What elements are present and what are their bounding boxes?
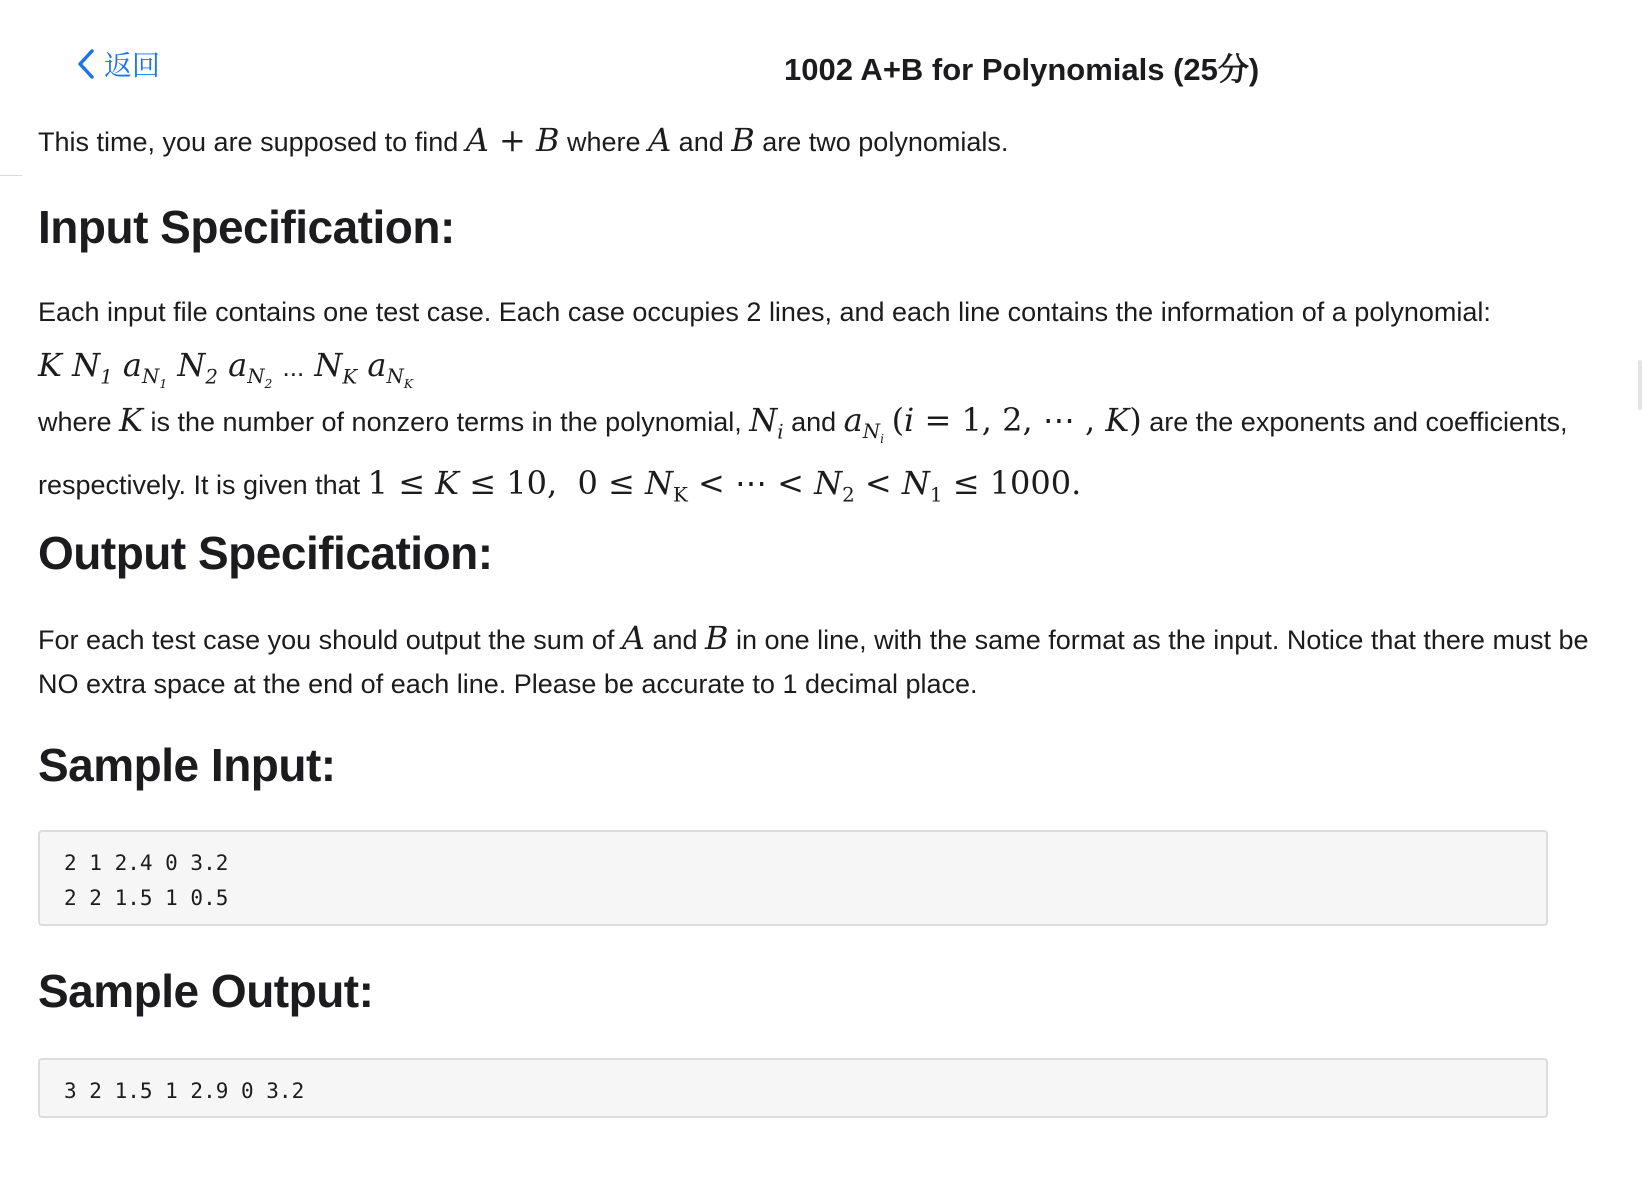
input-spec-heading: Input Specification: [38,201,455,253]
back-label: 返回 [104,50,161,81]
input-format-formula: K $N_1$ $a_{N_1}$ $N_2$ $a_{N_2}$ ... $N_K$ $a_{N_K}$ [38,346,414,392]
page-title: 1002 A+B for Polynomials (25分) [784,52,1260,87]
input-spec-text: Each input file contains one test case. Each case occupies 2 lines, and each line contains the information of a polynomial: [38,297,1491,327]
divider [0,175,22,176]
sample-input-code[interactable]: 2 1 2.4 0 3.2 2 2 1.5 1 0.5 [38,830,1548,926]
sample-output-code[interactable]: 3 2 1.5 1 2.9 0 3.2 [38,1058,1548,1118]
sample-input-heading: Sample Input: [38,739,336,791]
output-spec-text: For each test case you should output the sum of A and B in one line, with the same format as the input. Notice that there must be NO extra space at the end of each line. Please be accurate to 1 decimal place. [38,619,1589,699]
sample-output-heading: Sample Output: [38,965,374,1017]
input-where-text: where K is the number of nonzero terms in the polynomial, $N_i$ and $a_{N_i}$ (i = 1, 2, ⋯ , K) are the exponents and coefficients, respectively. It is given that 1 ≤ K ≤ 10, $0 \le N_K$ < ⋯ < $N_2 < N_1 \le 1000$. [38,401,1568,507]
top-bar [0,0,1642,110]
scrollbar[interactable] [1638,360,1642,410]
output-spec-heading: Output Specification: [38,527,493,579]
intro-paragraph: This time, you are supposed to find A + B where A and B are two polynomials. [38,121,1009,159]
